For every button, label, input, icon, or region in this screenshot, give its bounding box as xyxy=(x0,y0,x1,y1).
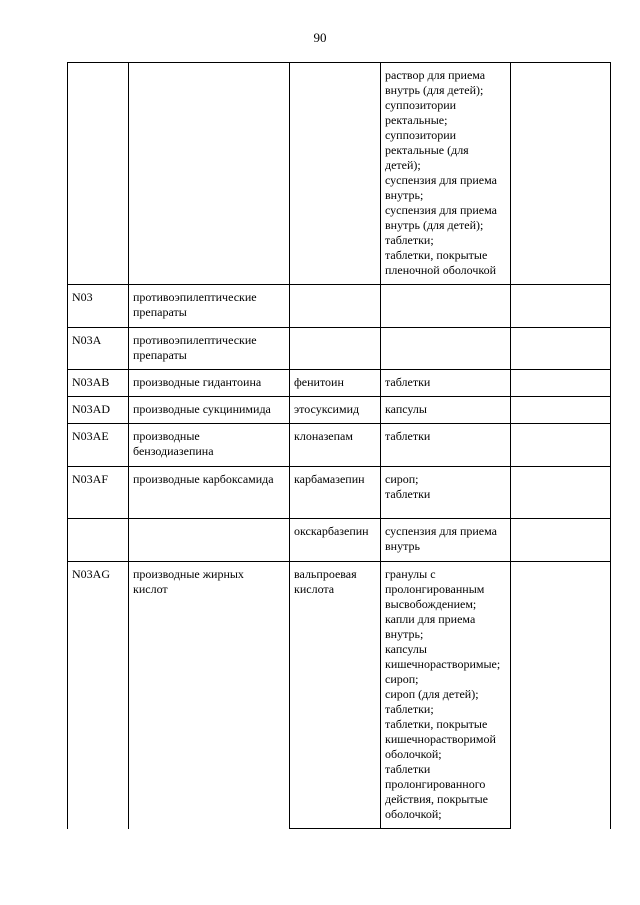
page-number: 90 xyxy=(313,30,327,45)
drug-cell: этосуксимид xyxy=(290,397,381,424)
drug-cell xyxy=(290,285,381,328)
extra-cell xyxy=(511,424,611,467)
atc-code-cell: N03 xyxy=(68,285,129,328)
group-cell: производные сукцинимида xyxy=(129,397,290,424)
table-row xyxy=(68,562,611,829)
dosage-forms-cell: сироп; таблетки xyxy=(381,467,511,519)
extra-cell xyxy=(511,467,611,519)
table-row xyxy=(68,63,611,285)
atc-code-cell: N03AG xyxy=(68,562,129,829)
drug-cell: окскарбазепин xyxy=(290,519,381,562)
group-cell: производные жирных кислот xyxy=(129,562,290,829)
group-cell: производные бензодиазепина xyxy=(129,424,290,467)
dosage-forms-cell: таблетки xyxy=(381,424,511,467)
extra-cell xyxy=(511,519,611,562)
dosage-forms-cell xyxy=(381,328,511,370)
table-row xyxy=(68,424,611,467)
extra-cell xyxy=(511,370,611,397)
table-row xyxy=(68,519,611,562)
group-cell: производные карбоксамида xyxy=(129,467,290,519)
group-cell xyxy=(129,63,290,285)
atc-code-cell xyxy=(68,63,129,285)
atc-code-cell: N03AF xyxy=(68,467,129,519)
atc-code-cell: N03AB xyxy=(68,370,129,397)
extra-cell xyxy=(511,63,611,285)
group-cell: противоэпилептические препараты xyxy=(129,328,290,370)
dosage-forms-cell xyxy=(381,285,511,328)
atc-code-cell: N03A xyxy=(68,328,129,370)
dosage-forms-cell: гранулы с пролонгированным высвобождением; капли для приема внутрь; капсулы кишечнорастворимые; сироп; сироп (для детей); таблетки; таблетки, покрытые кишечнорастворимой оболочкой; таблетки пролонгированного действия, покрытые оболочкой; xyxy=(381,562,511,829)
table-row xyxy=(68,370,611,397)
dosage-forms-cell: суспензия для приема внутрь xyxy=(381,519,511,562)
group-cell xyxy=(129,519,290,562)
drug-table xyxy=(67,62,611,829)
extra-cell xyxy=(511,328,611,370)
drug-cell: клоназепам xyxy=(290,424,381,467)
drug-cell xyxy=(290,63,381,285)
group-cell: производные гидантоина xyxy=(129,370,290,397)
dosage-forms-cell: капсулы xyxy=(381,397,511,424)
atc-code-cell xyxy=(68,519,129,562)
group-cell: противоэпилептические препараты xyxy=(129,285,290,328)
extra-cell xyxy=(511,397,611,424)
dosage-forms-cell: таблетки xyxy=(381,370,511,397)
table-row xyxy=(68,285,611,328)
table-row xyxy=(68,397,611,424)
table-row xyxy=(68,467,611,519)
drug-cell: вальпроевая кислота xyxy=(290,562,381,829)
table-row xyxy=(68,328,611,370)
extra-cell xyxy=(511,285,611,328)
dosage-forms-cell: раствор для приема внутрь (для детей); суппозитории ректальные; суппозитории ректальные (для детей); суспензия для приема внутрь; суспензия для приема внутрь (для детей); таблетки; таблетки, покрытые пленочной оболочкой xyxy=(381,63,511,285)
extra-cell xyxy=(511,562,611,829)
drug-cell xyxy=(290,328,381,370)
drug-cell: фенитоин xyxy=(290,370,381,397)
atc-code-cell: N03AD xyxy=(68,397,129,424)
drug-cell: карбамазепин xyxy=(290,467,381,519)
atc-code-cell: N03AE xyxy=(68,424,129,467)
